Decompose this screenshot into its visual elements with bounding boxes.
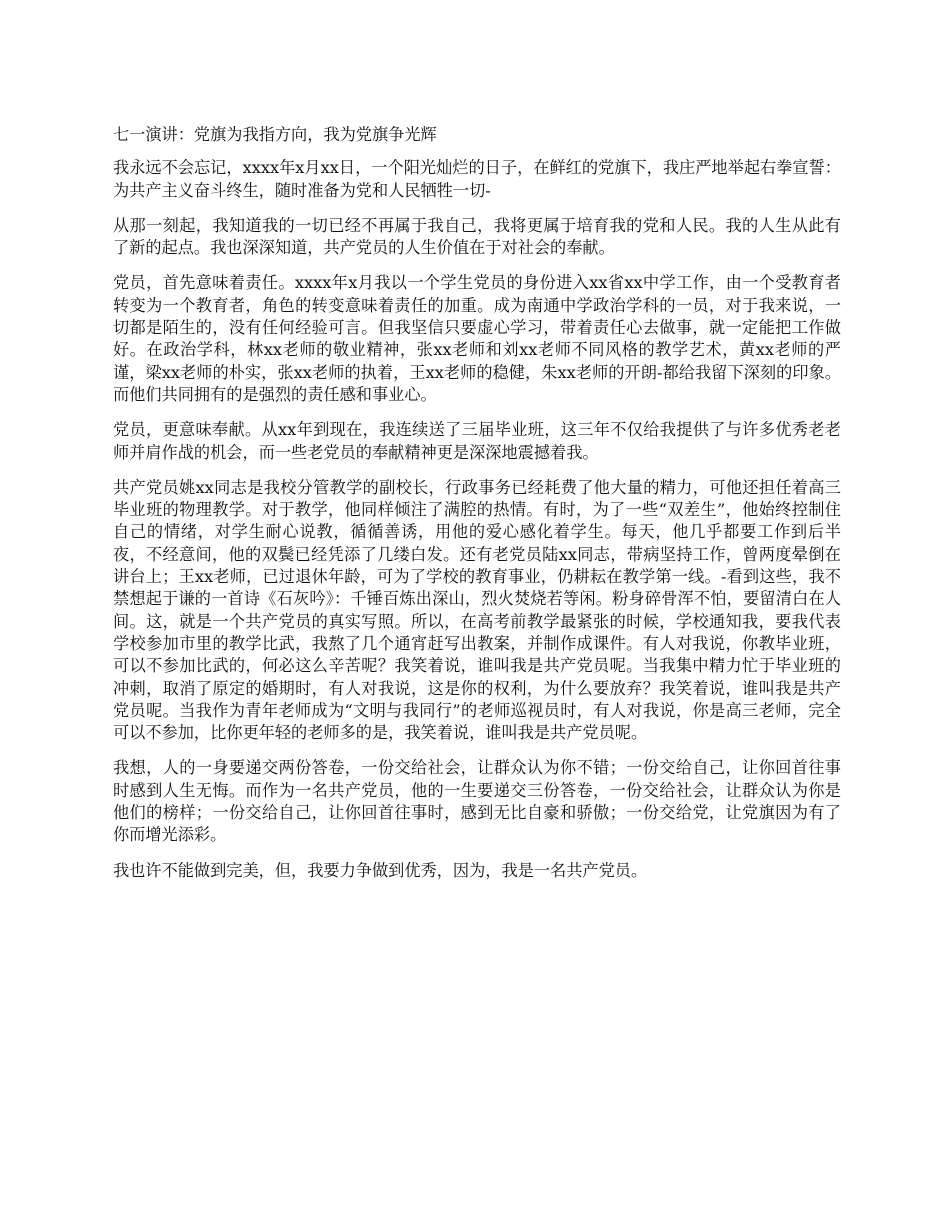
paragraph-3: 党员，首先意味着责任。xxxx年x月我以一个学生党员的身份进入xx省xx中学工作，由一个受教育者转变为一个教育者，角色的转变意味着责任的加重。成为南通中学政治学科的一员，对于我来说，一切都是陌生的，没有任何经验可言。但我坚信只要虚心学习，带着责任心去做事，就一定能把工作做好。在政治学科，林xx老师的敬业精神，张xx老师和刘xx老师不同风格的教学艺术，黄xx老师的严谨，梁xx老师的朴实，张xx老师的执着，王xx老师的稳健，朱xx老师的开朗-都给我留下深刻的印象。而他们共同拥有的是强烈的责任感和事业心。 [113, 273, 841, 404]
paragraph-7: 我也许不能做到完美，但，我要力争做到优秀，因为，我是一名共产党员。 [113, 860, 648, 880]
paragraph-5: 共产党员姚xx同志是我校分管教学的副校长，行政事务已经耗费了他大量的精力，可他还担任着高三毕业班的物理教学。对于教学，他同样倾注了满腔的热情。有时，为了一些“双差生”，他始终控制住自己的情绪，对学生耐心说教，循循善诱，用他的爱心感化着学生。每天，他几乎都要工作到后半夜，不经意间，他的双鬓已经凭添了几缕白发。还有老党员陆xx同志，带病坚持工作，曾两度晕倒在讲台上；王xx老师，已过退休年龄，可为了学校的教育事业，仍耕耘在教学第一线。-看到这些，我不禁想起于谦的一首诗《石灰吟》：千锤百炼出深山，烈火焚烧若等闲。粉身碎骨浑不怕，要留清白在人间。这，就是一个共产党员的真实写照。所以，在高考前教学最紧张的时候，学校通知我，要我代表学校参加市里的教学比武，我熬了几个通宵赶写出教案，并制作成课件。有人对我说，你教毕业班，可以不参加比武的，何必这么辛苦呢？我笑着说，谁叫我是共产党员呢。当我集中精力忙于毕业班的冲刺，取消了原定的婚期时，有人对我说，这是你的权利，为什么要放弃？我笑着说，谁叫我是共产党员呢。当我作为青年老师成为“文明与我同行”的老师巡视员时，有人对我说，你是高三老师，完全可以不参加，比你更年轻的老师多的是，我笑着说，谁叫我是共产党员呢。 [113, 477, 841, 743]
paragraph-6: 我想，人的一身要递交两份答卷，一份交给社会，让群众认为你不错；一份交给自己，让你回首往事时感到人生无悔。而作为一名共产党员，他的一生要递交三份答卷，一份交给社会，让群众认为你是他们的榜样；一份交给自己，让你回首往事时，感到无比自豪和骄傲；一份交给党，让党旗因为有了你而增光添彩。 [113, 758, 841, 845]
paragraph-2: 从那一刻起，我知道我的一切已经不再属于我自己，我将更属于培育我的党和人民。我的人生从此有了新的起点。我也深深知道，共产党员的人生价值在于对社会的奉献。 [113, 215, 841, 258]
paragraph-4: 党员，更意味奉献。从xx年到现在，我连续送了三届毕业班，这三年不仅给我提供了与许多优秀老老师并肩作战的机会，而一些老党员的奉献精神更是深深地震撼着我。 [113, 420, 841, 462]
document-body [113, 124, 841, 895]
document-title: 七一演讲：党旗为我指方向，我为党旗争光辉 [113, 125, 437, 144]
paragraph-1: 我永远不会忘记，xxxx年x月xx日，一个阳光灿烂的日子，在鲜红的党旗下，我庄严地举起右拳宣誓：为共产主义奋斗终生，随时准备为党和人民牺牲一切- [113, 158, 841, 200]
